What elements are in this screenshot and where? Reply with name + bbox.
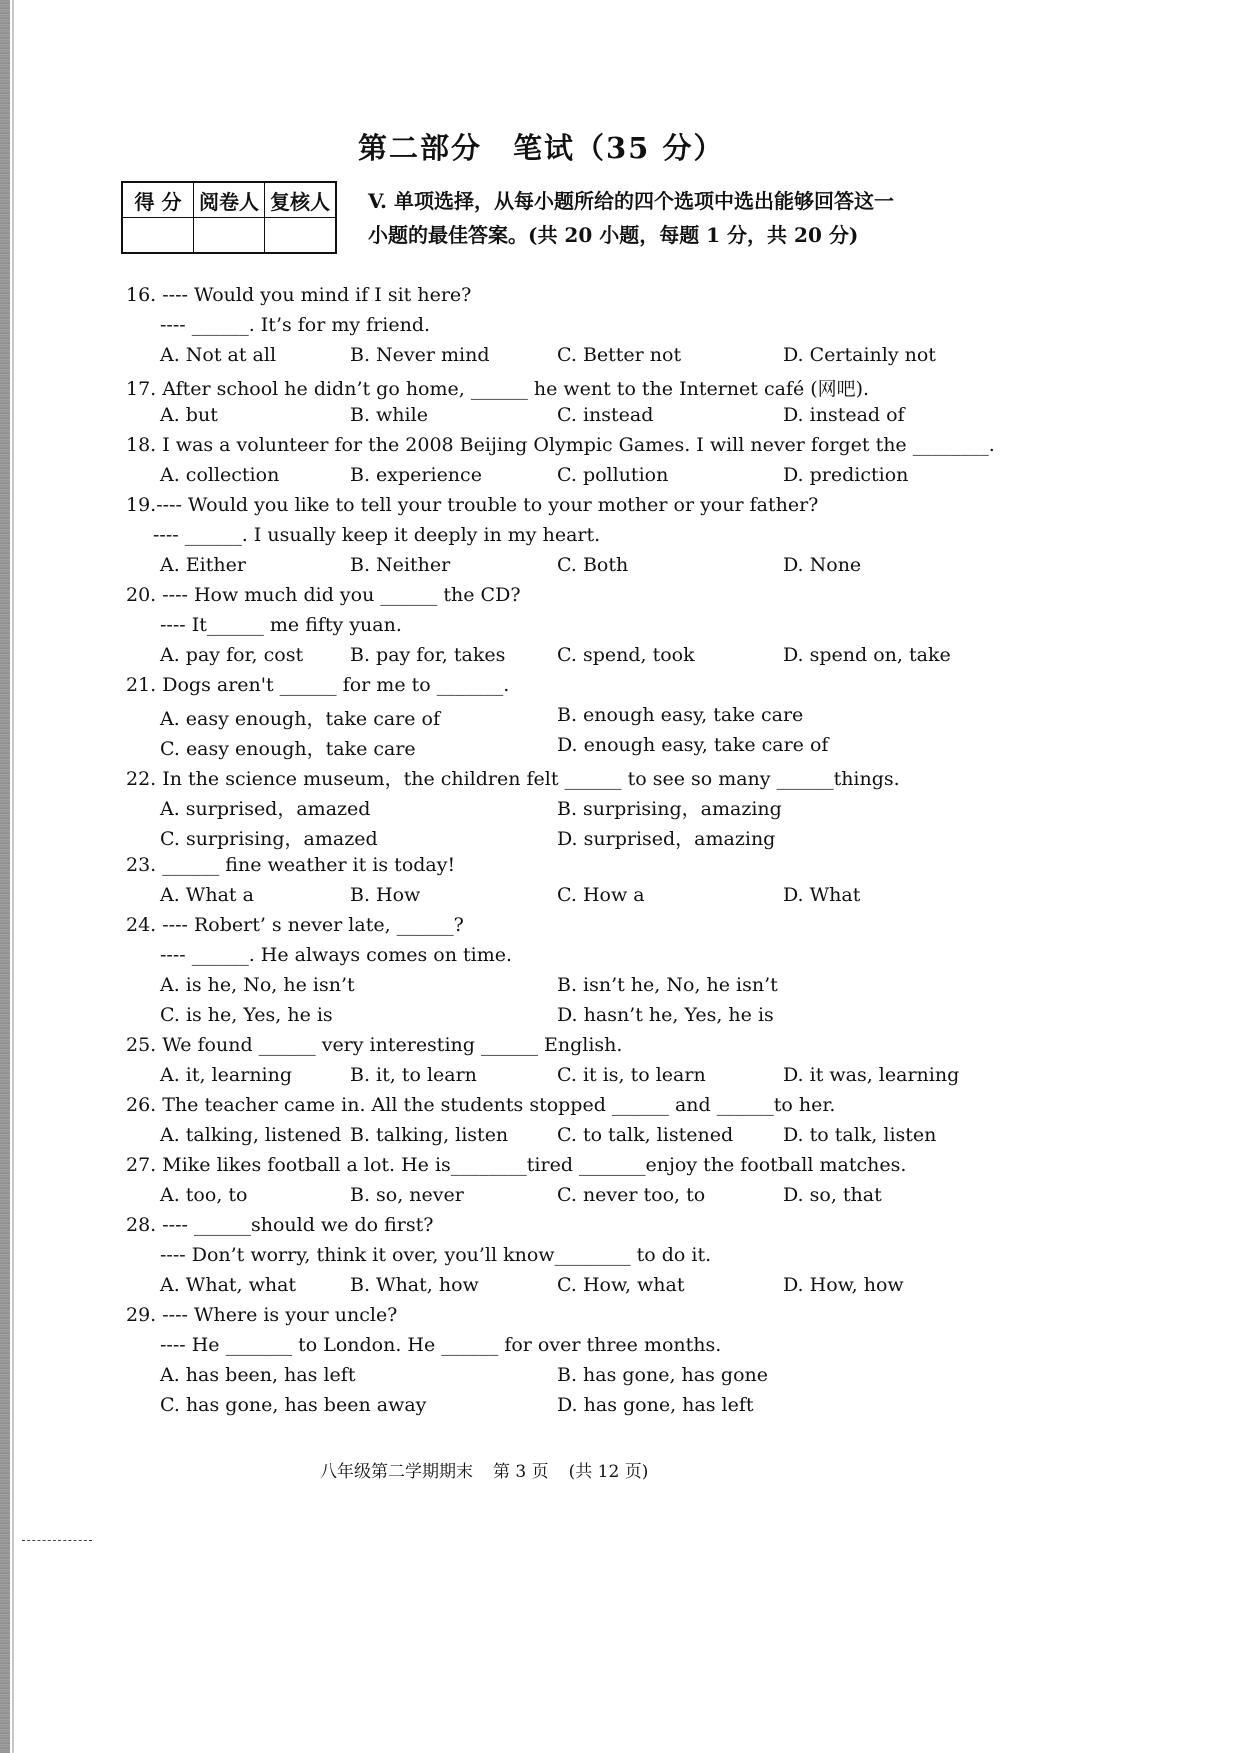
question-21-option-d[interactable]: D. enough easy, take care of [557,734,829,756]
question-22-option-c[interactable]: C. surprising，amazed [160,828,378,850]
question-29-option-b[interactable]: B. has gone, has gone [557,1364,768,1386]
question-27-option-a[interactable]: A. too, to [160,1184,248,1206]
question-16-option-b[interactable]: B. Never mind [350,344,490,366]
question-22-option-b[interactable]: B. surprising，amazing [557,798,782,820]
question-21-stem: 21. Dogs aren't ______ for me to _______. [126,674,510,696]
question-16-stem: 16. ---- Would you mind if I sit here? [126,284,472,306]
question-25-option-b[interactable]: B. it, to learn [350,1064,477,1086]
score-cell[interactable] [122,218,194,254]
score-box [121,181,337,254]
question-29-option-a[interactable]: A. has been, has left [160,1364,356,1386]
question-16-reply: ---- ______. It’s for my friend. [160,314,431,336]
footer-page-number: 第 3 页 [493,1462,549,1482]
question-25-option-d[interactable]: D. it was, learning [783,1064,960,1086]
question-17-option-c[interactable]: C. instead [557,404,654,426]
question-20-stem: 20. ---- How much did you ______ the CD? [126,584,521,606]
question-25-option-a[interactable]: A. it, learning [160,1064,293,1086]
question-26-stem: 26. The teacher came in. All the students stopped ______ and ______to her. [126,1094,836,1116]
question-22-option-a[interactable]: A. surprised，amazed [160,798,371,820]
question-20-reply: ---- It______ me fifty yuan. [160,614,402,636]
scan-edge-shadow [0,0,10,1753]
question-28-option-b[interactable]: B. What, how [350,1274,479,1296]
part-title: 第二部分 笔试（35 分） [358,131,725,165]
question-18-option-c[interactable]: C. pollution [557,464,669,486]
question-23-option-c[interactable]: C. How a [557,884,645,906]
question-26-option-d[interactable]: D. to talk, listen [783,1124,937,1146]
question-24-option-c[interactable]: C. is he, Yes, he is [160,1004,333,1026]
question-24-option-a[interactable]: A. is he, No, he isn’t [160,974,355,996]
question-19-option-c[interactable]: C. Both [557,554,629,576]
question-25-stem: 25. We found ______ very interesting ______ English. [126,1034,623,1056]
question-19-option-b[interactable]: B. Neither [350,554,451,576]
question-27-option-b[interactable]: B. so, never [350,1184,464,1206]
question-28-reply: ---- Don’t worry, think it over, you’ll know________ to do it. [160,1244,712,1266]
question-18-option-a[interactable]: A. collection [160,464,280,486]
question-19-stem: 19.---- Would you like to tell your trouble to your mother or your father? [126,494,819,516]
question-29-reply: ---- He _______ to London. He ______ for over three months. [160,1334,722,1356]
question-29-option-c[interactable]: C. has gone, has been away [160,1394,427,1416]
grader-header: 阅卷人 [194,182,265,218]
question-21-option-c[interactable]: C. easy enough，take care [160,738,416,760]
page-footer [320,1457,668,1482]
question-27-stem: 27. Mike likes football a lot. He is________tired _______enjoy the football matches. [126,1154,907,1176]
question-24-option-d[interactable]: D. hasn’t he, Yes, he is [557,1004,774,1026]
question-18-option-b[interactable]: B. experience [350,464,482,486]
question-20-option-c[interactable]: C. spend, took [557,644,695,666]
question-23-option-b[interactable]: B. How [350,884,421,906]
question-17-option-a[interactable]: A. but [160,404,218,426]
scan-dashed-mark [22,1540,92,1542]
question-24-stem: 24. ---- Robert’ s never late, ______? [126,914,464,936]
question-26-option-c[interactable]: C. to talk, listened [557,1124,734,1146]
footer-total-pages: (共 12 页) [568,1462,649,1482]
question-22-stem: 22. In the science museum，the children felt ______ to see so many ______things. [126,768,900,790]
question-20-option-a[interactable]: A. pay for, cost [160,644,304,666]
question-16-option-d[interactable]: D. Certainly not [783,344,936,366]
reviewer-header: 复核人 [265,182,337,218]
scan-edge-line [12,0,14,1753]
question-28-stem: 28. ---- ______should we do first? [126,1214,434,1236]
question-19-option-a[interactable]: A. Either [160,554,246,576]
question-25-option-c[interactable]: C. it is, to learn [557,1064,706,1086]
question-22-option-d[interactable]: D. surprised，amazing [557,828,776,850]
section-instructions [368,184,968,252]
question-24-reply: ---- ______. He always comes on time. [160,944,513,966]
question-27-option-d[interactable]: D. so, that [783,1184,882,1206]
question-16-option-c[interactable]: C. Better not [557,344,682,366]
footer-grade: 八年级第二学期期末 [320,1462,473,1482]
question-17-stem: 17. After school he didn’t go home, ______ he went to the Internet café (网吧). [126,378,870,400]
question-19-option-d[interactable]: D. None [783,554,862,576]
question-29-stem: 29. ---- Where is your uncle? [126,1304,398,1326]
question-17-option-d[interactable]: D. instead of [783,404,905,426]
question-28-option-d[interactable]: D. How, how [783,1274,904,1296]
question-23-option-d[interactable]: D. What [783,884,861,906]
question-23-stem: 23. ______ fine weather it is today! [126,854,456,876]
question-26-option-a[interactable]: A. talking, listened [160,1124,342,1146]
reviewer-cell[interactable] [265,218,337,254]
score-header: 得 分 [122,182,194,218]
question-28-option-c[interactable]: C. How, what [557,1274,685,1296]
question-29-option-d[interactable]: D. has gone, has left [557,1394,754,1416]
question-28-option-a[interactable]: A. What, what [160,1274,297,1296]
question-21-option-a[interactable]: A. easy enough，take care of [160,708,441,730]
question-20-option-b[interactable]: B. pay for, takes [350,644,506,666]
section-line-1: V. 单项选择，从每小题所给的四个选项中选出能够回答这一 [368,189,894,213]
question-18-stem: 18. I was a volunteer for the 2008 Beijing Olympic Games. I will never forget the ________. [126,434,995,456]
question-17-option-b[interactable]: B. while [350,404,428,426]
question-26-option-b[interactable]: B. talking, listen [350,1124,509,1146]
section-line-2: 小题的最佳答案。(共 20 小题，每题 1 分，共 20 分) [368,223,859,247]
question-20-option-d[interactable]: D. spend on, take [783,644,951,666]
grader-cell[interactable] [194,218,265,254]
question-18-option-d[interactable]: D. prediction [783,464,909,486]
question-19-reply: ---- ______. I usually keep it deeply in my heart. [153,524,601,546]
question-23-option-a[interactable]: A. What a [160,884,254,906]
question-27-option-c[interactable]: C. never too, to [557,1184,706,1206]
question-16-option-a[interactable]: A. Not at all [160,344,277,366]
question-24-option-b[interactable]: B. isn’t he, No, he isn’t [557,974,778,996]
question-21-option-b[interactable]: B. enough easy, take care [557,704,804,726]
